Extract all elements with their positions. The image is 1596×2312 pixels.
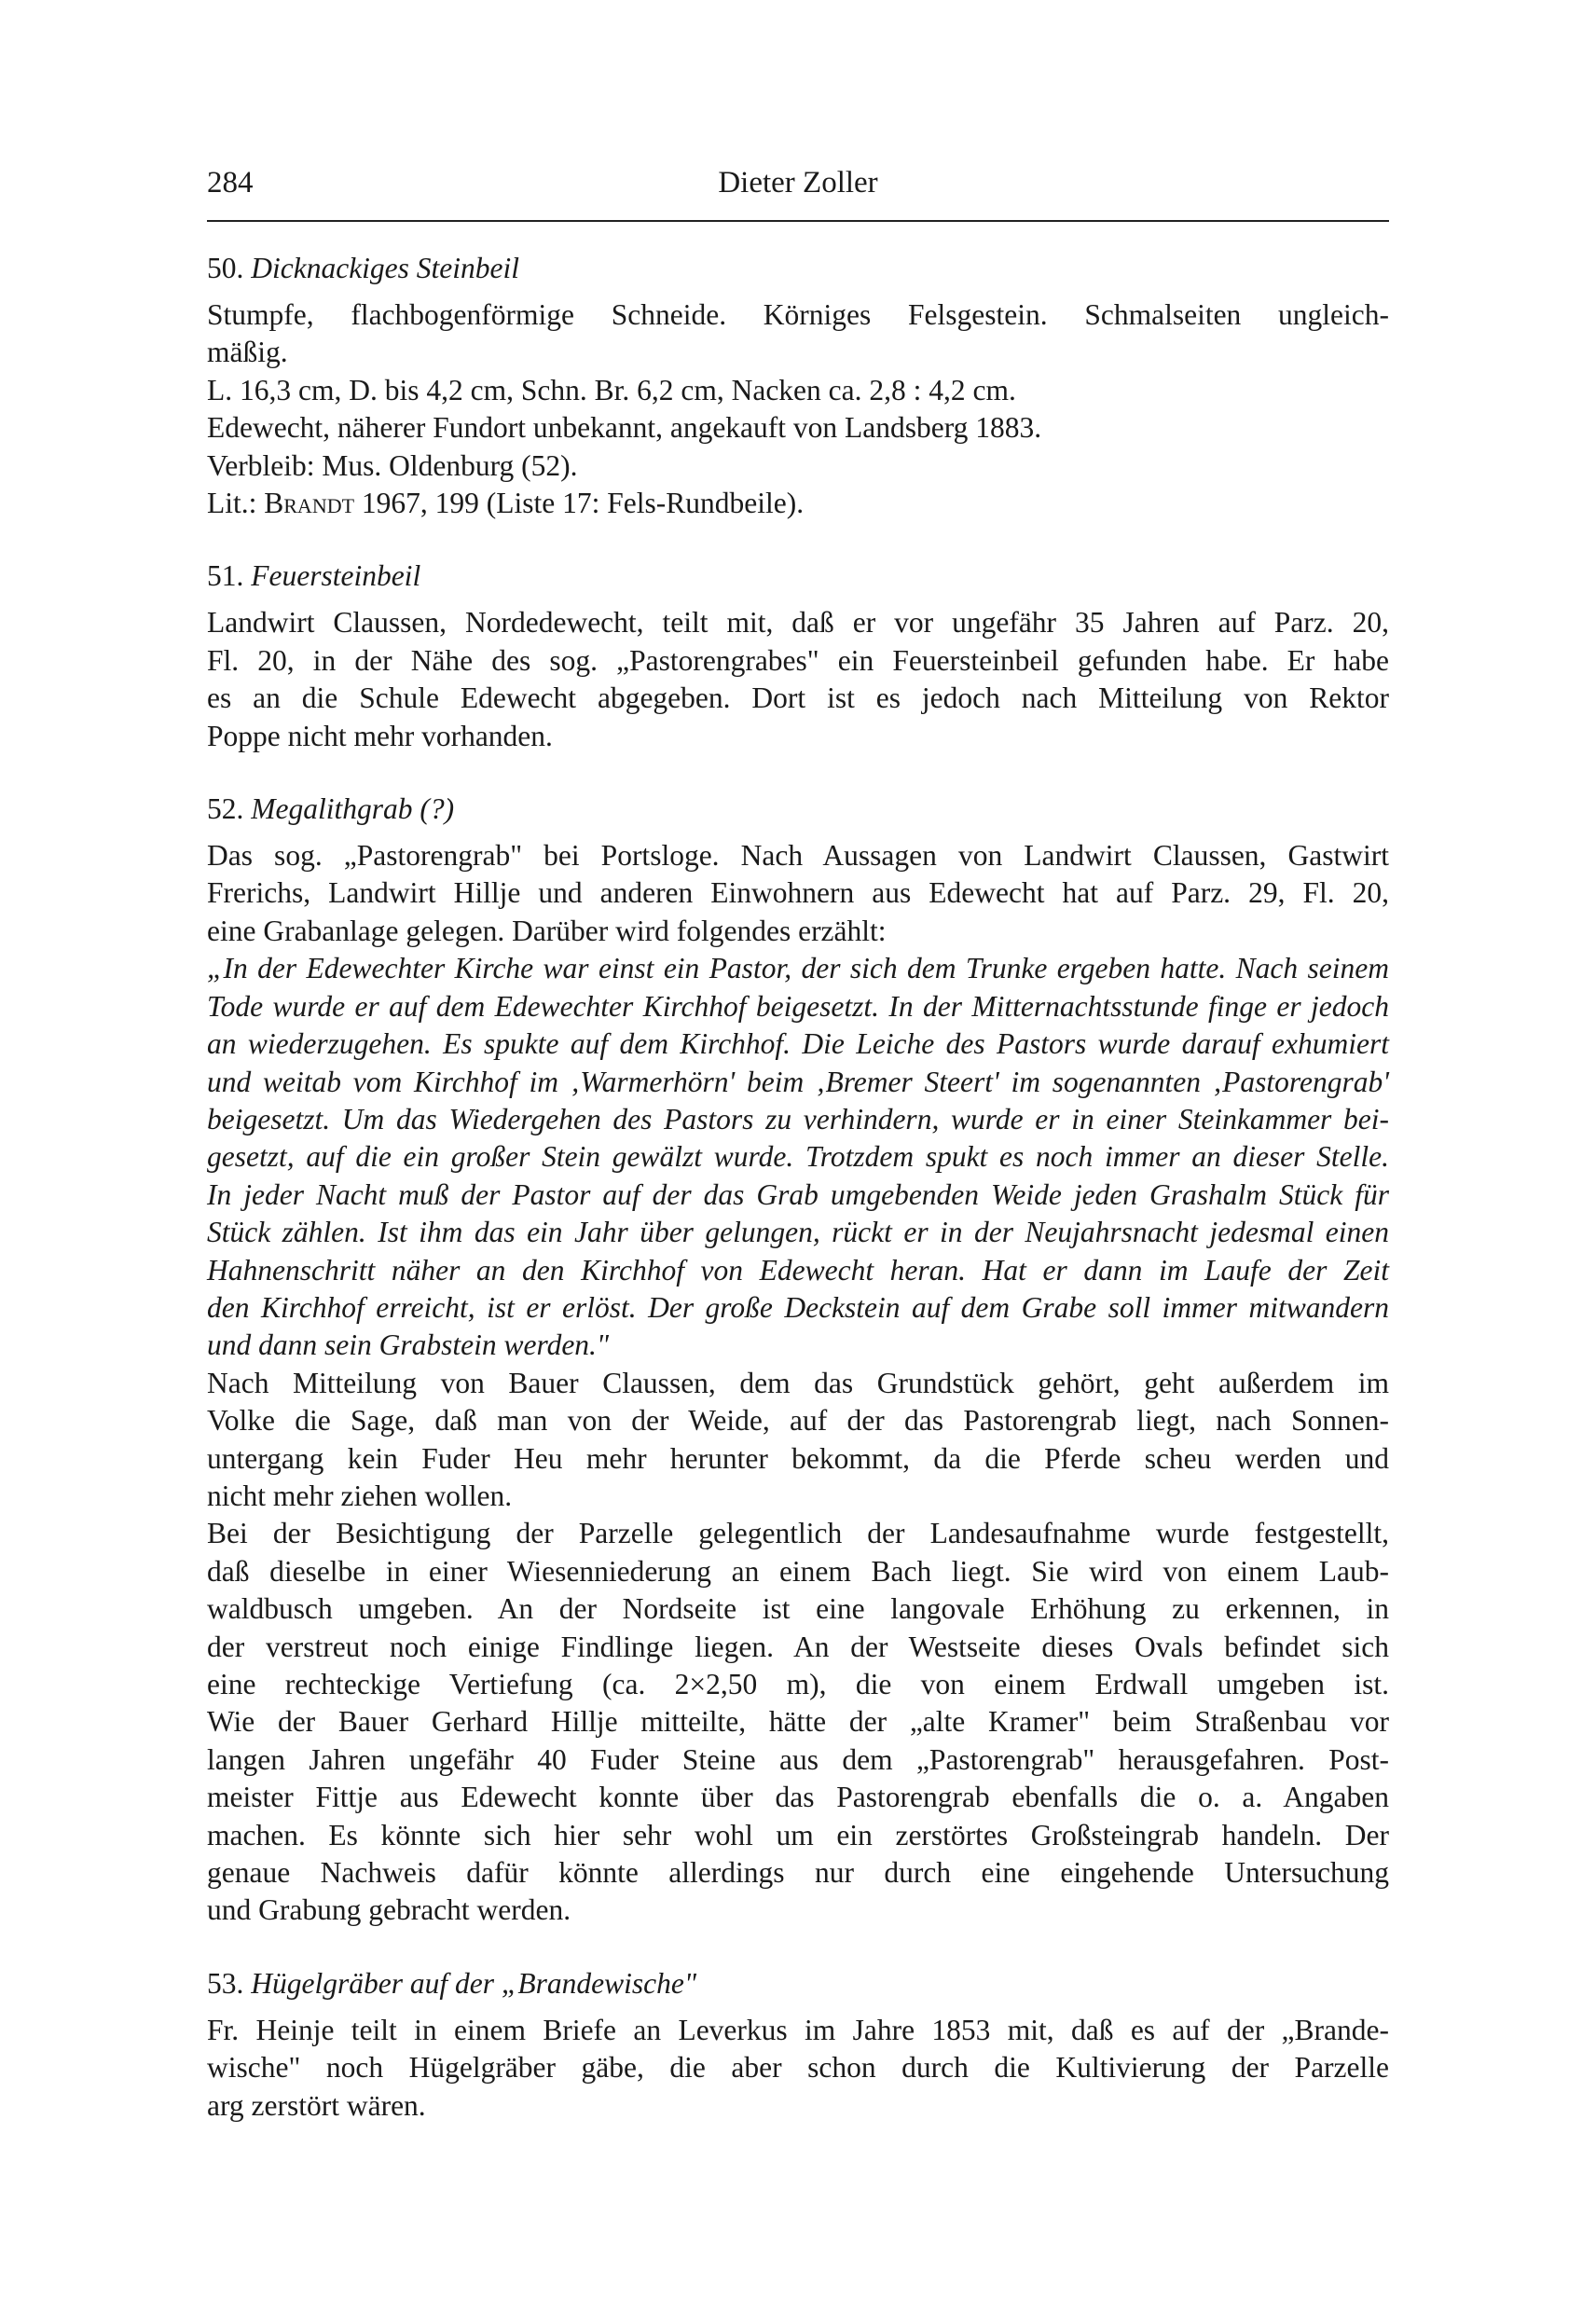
text-line: Stumpfe, flachbogenförmige Schneide. Körniges Felsgestein. Schmalseiten ungleich- — [207, 298, 1389, 331]
literature-line — [207, 485, 1389, 522]
running-head — [207, 168, 1389, 220]
page-body — [207, 250, 1389, 2125]
quote-line: an wiederzugehen. Es spukte auf dem Kirchhof. Die Leiche des Pastors wurde darauf exhumiert — [207, 1027, 1389, 1061]
text-line: und Grabung gebracht werden. — [207, 1893, 571, 1927]
entry-text — [207, 1365, 1389, 1516]
entry-text — [207, 1515, 1389, 1929]
text-line: Nach Mitteilung von Bauer Claussen, dem das Grundstück gehört, geht außerdem im — [207, 1366, 1389, 1399]
text-line: L. 16,3 cm, D. bis 4,2 cm, Schn. Br. 6,2 cm, Nacken ca. 2,8 : 4,2 cm. — [207, 373, 1016, 406]
page-number: 284 — [207, 166, 254, 200]
text-line: Fl. 20, in der Nähe des sog. „Pastorengrabes" ein Feuersteinbeil gefunden habe. Er habe — [207, 643, 1389, 677]
text-line: Frerichs, Landwirt Hillje und anderen Einwohnern aus Edewecht hat auf Parz. 29, Fl. 20, — [207, 876, 1389, 910]
text-line: meister Fittje aus Edewecht konnte über das Pastorengrab ebenfalls die o. a. Angaben — [207, 1781, 1389, 1814]
lit-reference: 1967, 199 (Liste 17: Fels-Rundbeile). — [354, 487, 805, 520]
entry-number: 50. — [207, 252, 244, 284]
header-rule — [207, 220, 1389, 222]
text-line: es an die Schule Edewecht abgegeben. Dort ist es jedoch nach Mitteilung von Rektor — [207, 681, 1389, 715]
running-head-author: Dieter Zoller — [718, 166, 878, 200]
text-line: Poppe nicht mehr vorhanden. — [207, 719, 553, 752]
quote-line: Stück zählen. Ist ihm das ein Jahr über gelungen, rückt er in der Neujahrsnacht jedesmal einen — [207, 1216, 1389, 1249]
entry-number: 53. — [207, 1966, 244, 2000]
quote-line: „In der Edewechter Kirche war einst ein Pastor, der sich dem Trunke ergeben hatte. Nach seinem — [207, 952, 1389, 985]
quote-line: den Kirchhof erreicht, ist er erlöst. Der große Deckstein auf dem Grabe soll immer mitwandern — [207, 1290, 1389, 1324]
entry-52 — [207, 791, 1389, 1930]
text-line: Das sog. „Pastorengrab" bei Portsloge. Nach Aussagen von Landwirt Claussen, Gastwirt — [207, 839, 1389, 873]
legend-quote — [207, 950, 1389, 1364]
quote-line: Tode wurde er auf dem Edewechter Kirchhof beigesetzt. In der Mitternachtsstunde finge er jedoch — [207, 989, 1389, 1023]
entry-text — [207, 604, 1389, 755]
entry-title: Dicknackiges Steinbeil — [251, 252, 520, 284]
text-line: Fr. Heinje teilt in einem Briefe an Leverkus im Jahre 1853 mit, daß es auf der „Brande- — [207, 2013, 1389, 2046]
text-line: der verstreut noch einige Findlinge liegen. An der Westseite dieses Ovals befindet sich — [207, 1630, 1389, 1663]
text-line: mäßig. — [207, 336, 288, 369]
text-line: eine Grabanlage gelegen. Darüber wird folgendes erzählt: — [207, 914, 887, 947]
text-line: Verbleib: Mus. Oldenburg (52). — [207, 448, 578, 482]
entry-heading — [207, 250, 1389, 287]
lit-prefix: Lit.: — [207, 487, 265, 520]
text-line: waldbusch umgeben. An der Nordseite ist eine langovale Erhöhung zu erkennen, in — [207, 1592, 1389, 1626]
quote-line: gesetzt, auf die ein großer Stein gewälzt wurde. Trotzdem spukt es noch immer an dieser Stelle. — [207, 1140, 1389, 1174]
entry-text — [207, 2012, 1389, 2125]
lit-author: Brandt — [264, 487, 355, 520]
quote-line: und weitab vom Kirchhof im ‚Warmerhörn' beim ‚Bremer Steert' im sogenannten ‚Pastorengrab' — [207, 1065, 1389, 1098]
text-line: machen. Es könnte sich hier sehr wohl um ein zerstörtes Großsteingrab handeln. Der — [207, 1818, 1389, 1851]
quote-line: und dann sein Grabstein werden." — [207, 1328, 610, 1362]
quote-line: Hahnenschritt näher an den Kirchhof von Edewecht heran. Hat er dann im Laufe der Zeit — [207, 1253, 1389, 1287]
text-line: arg zerstört wären. — [207, 2088, 426, 2122]
page — [207, 0, 1389, 2312]
text-line: Volke die Sage, daß man von der Weide, auf der das Pastorengrab liegt, nach Sonnen- — [207, 1404, 1389, 1438]
entry-heading — [207, 1965, 1389, 2002]
quote-line: beigesetzt. Um das Wiedergehen des Pastors zu verhindern, wurde er in einer Steinkammer bei- — [207, 1102, 1389, 1135]
text-line: Bei der Besichtigung der Parzelle gelegentlich der Landesaufnahme wurde festgestellt, — [207, 1517, 1389, 1550]
text-line: Wie der Bauer Gerhard Hillje mitteilte, hätte der „alte Kramer" beim Straßenbau vor — [207, 1705, 1389, 1739]
entry-text — [207, 296, 1389, 522]
entry-53 — [207, 1965, 1389, 2125]
quote-line: In jeder Nacht muß der Pastor auf der das Grab umgebenden Weide jeden Grashalm Stück für — [207, 1177, 1389, 1211]
entry-text — [207, 837, 1389, 950]
text-line: nicht mehr ziehen wollen. — [207, 1479, 513, 1512]
entry-heading — [207, 557, 1389, 595]
text-line: wische" noch Hügelgräber gäbe, die aber schon durch die Kultivierung der Parzelle — [207, 2051, 1389, 2085]
entry-heading — [207, 791, 1389, 828]
entry-number: 51. — [207, 559, 244, 593]
entry-title: Hügelgräber auf der „Brandewische" — [251, 1966, 697, 2000]
entry-title: Feuersteinbeil — [251, 559, 421, 593]
entry-50 — [207, 250, 1389, 522]
entry-title: Megalithgrab (?) — [251, 792, 455, 826]
text-line: genaue Nachweis dafür könnte allerdings nur durch eine eingehende Untersuchung — [207, 1856, 1389, 1890]
text-line: Edewecht, näherer Fundort unbekannt, angekauft von Landsberg 1883. — [207, 411, 1042, 445]
entry-51 — [207, 557, 1389, 755]
text-line: daß dieselbe in einer Wiesenniederung an einem Bach liegt. Sie wird von einem Laub- — [207, 1554, 1389, 1588]
text-line: Landwirt Claussen, Nordedewecht, teilt mit, daß er vor ungefähr 35 Jahren auf Parz. 20, — [207, 606, 1389, 640]
text-line: eine rechteckige Vertiefung (ca. 2×2,50 m), die von einem Erdwall umgeben ist. — [207, 1668, 1389, 1700]
entry-number: 52. — [207, 792, 244, 826]
text-line: langen Jahren ungefähr 40 Fuder Steine aus dem „Pastorengrab" herausgefahren. Post- — [207, 1742, 1389, 1776]
text-line: untergang kein Fuder Heu mehr herunter bekommt, da die Pferde scheu werden und — [207, 1441, 1389, 1475]
